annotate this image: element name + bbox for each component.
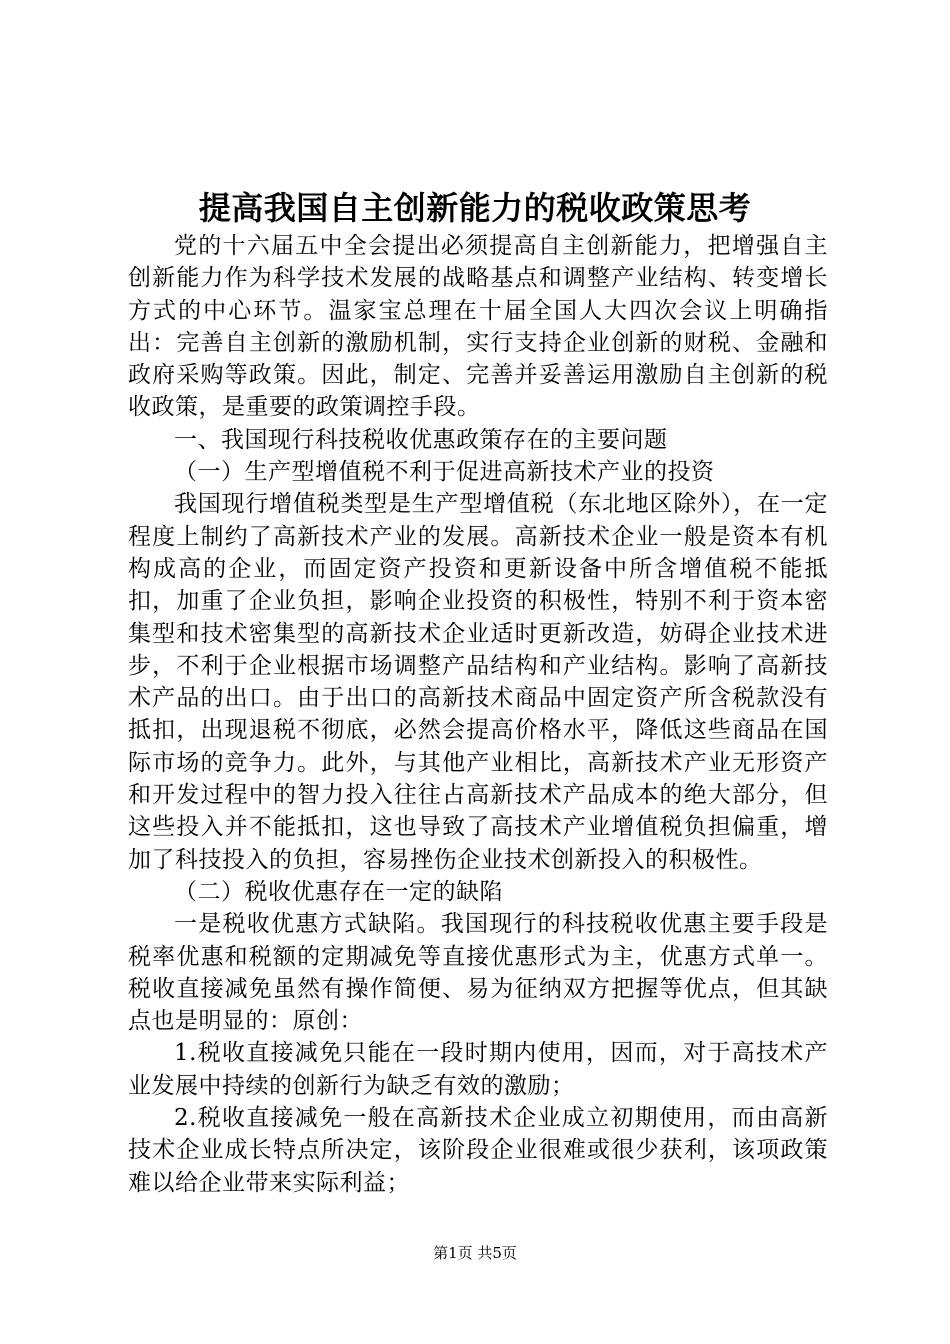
page-number: 第1页 共5页 (433, 1244, 517, 1262)
section-heading-1: 一、我国现行科技税收优惠政策存在的主要问题 (174, 426, 668, 453)
paragraph-tax-incentive: 一是税收优惠方式缺陷。我国现行的科技税收优惠主要手段是税率优惠和税额的定期减免等直接优惠形式为主，优惠方式单一。税收直接减免虽然有操作简便、易为征纳双方把握等优点，但其缺点也是明显的：原创： (128, 911, 828, 1035)
list-item-1: 1.税收直接减免只能在一段时期内使用，因而，对于高技术产业发展中持续的创新行为缺乏有效的激励； (128, 1040, 828, 1099)
document-body (128, 230, 828, 1199)
document-title: 提高我国自主创新能力的税收政策思考 (198, 189, 752, 227)
paragraph-vat: 我国现行增值税类型是生产型增值税（东北地区除外），在一定程度上制约了高新技术产业的发展。高新技术企业一般是资本有机构成高的企业，而固定资产投资和更新设备中所含增值税不能抵扣，加重了企业负担，影响企业投资的积极性，特别不利于资本密集型和技术密集型的高新技术企业适时更新改造，妨碍企业技术进步，不利于企业根据市场调整产品结构和产业结构。影响了高新技术产品的出口。由于出口的高新技术商品中固定资产所含税款没有抵扣，出现退税不彻底，必然会提高价格水平，降低这些商品在国际市场的竞争力。此外，与其他产业相比，高新技术产业无形资产和开发过程中的智力投入往往占高新技术产品成本的绝大部分，但这些投入并不能抵扣，这也导致了高技术产业增值税负担偏重，增加了科技投入的负担，容易挫伤企业技术创新投入的积极性。 (128, 491, 828, 873)
list-item-2: 2.税收直接减免一般在高新技术企业成立初期使用，而由高新技术企业成长特点所决定，该阶段企业很难或很少获利，该项政策难以给企业带来实际利益； (128, 1105, 828, 1196)
paragraph-intro: 党的十六届五中全会提出必须提高自主创新能力，把增强自主创新能力作为科学技术发展的战略基点和调整产业结构、转变增长方式的中心环节。温家宝总理在十届全国人大四次会议上明确指出：完善自主创新的激励机制，实行支持企业创新的财税、金融和政府采购等政策。因此，制定、完善并妥善运用激励自主创新的税收政策，是重要的政策调控手段。 (128, 233, 828, 421)
subsection-heading-1: （一）生产型增值税不利于促进高新技术产业的投资 (174, 459, 715, 486)
subsection-heading-2: （二）税收优惠存在一定的缺陷 (174, 878, 503, 905)
